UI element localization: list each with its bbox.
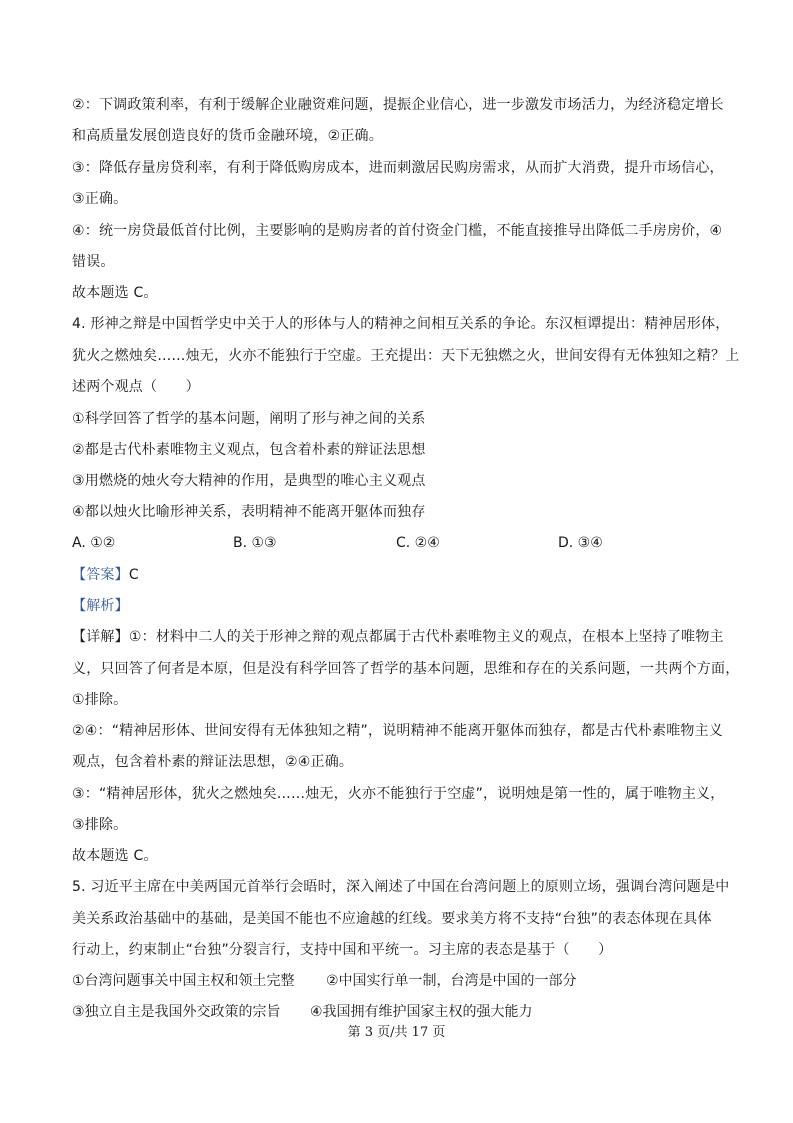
text-line: ②④：“精神居形体、世间安得有无体独知之精”，说明精神不能离开躯体而独存，都是古代朴素唯物主义 [72, 723, 724, 739]
text-line: ①排除。 [72, 692, 128, 708]
q5-statement-4: ④我国拥有维护国家主权的强大能力 [310, 1004, 533, 1020]
text-line: 和高质量发展创造良好的货币金融环境，②正确。 [72, 128, 383, 144]
answer-value: C [128, 567, 139, 583]
option-d: D. ③④ [558, 535, 603, 551]
detail-line [72, 627, 724, 647]
page-footer: 第 3 页/共 17 页 [347, 1025, 446, 1040]
q5-statement-2: ②中国实行单一制，台湾是中国的一部分 [326, 973, 577, 989]
text-line: 义，只回答了何者是本原，但是没有科学回答了哲学的基本问题，思维和存在的关系问题，一共两个方面， [72, 661, 740, 677]
statement-3: ③用燃烧的烛火夸大精神的作用，是典型的唯心主义观点 [72, 473, 426, 489]
option-b: B. ①③ [233, 535, 277, 551]
text-line: ④：统一房贷最低首付比例，主要影响的是购房者的首付资金门槛，不能直接推导出降低二手房房价，④ [72, 223, 723, 239]
text-line: 故本题选 C。 [72, 848, 158, 864]
text-line: 述两个观点（ ） [72, 379, 200, 395]
detail-text: ①：材料中二人的关于形神之辩的观点都属于古代朴素唯物主义的观点，在根本上坚持了唯物主 [128, 629, 724, 645]
q5-statement-3: ③独立自主是我国外交政策的宗旨 [72, 1004, 281, 1020]
text-line: 观点，包含着朴素的辩证法思想，②④正确。 [72, 754, 354, 770]
text-line: ③正确。 [72, 191, 128, 207]
question-4-stem: 4. 形神之辩是中国哲学史中关于人的形体与人的精神之间相互关系的争论。东汉桓谭提出：精神居形体， [72, 316, 730, 332]
statement-4: ④都以烛火比喻形神关系，表明精神不能离开躯体而独存 [72, 504, 426, 520]
text-line: 故本题选 C。 [72, 285, 158, 301]
text-line: ③：降低存量房贷利率，有利于降低购房成本，进而刺激居民购房需求，从而扩大消费，提升市场信心， [72, 160, 724, 176]
text-line: 犹火之燃烛矣……烛无，火亦不能独行于空虚。王充提出：天下无独燃之火，世间安得有无体独知之精？上 [72, 348, 740, 364]
text-line: 错误。 [72, 254, 115, 270]
option-c: C. ②④ [396, 535, 440, 551]
q5-statement-1: ①台湾问题事关中国主权和领土完整 [72, 973, 295, 989]
answer-tag: 【答案】 [72, 567, 129, 583]
statement-1: ①科学回答了哲学的基本问题，阐明了形与神之间的关系 [72, 411, 426, 427]
statement-2: ②都是古代朴素唯物主义观点，包含着朴素的辩证法思想 [72, 442, 426, 458]
text-line: 行动上，约束制止“台独”分裂言行，支持中国和平统一。习主席的表态是基于（ ） [72, 942, 613, 958]
text-line: ②：下调政策利率，有利于缓解企业融资难问题，提振企业信心，进一步激发市场活力，为经济稳定增长 [72, 97, 724, 113]
text-line: ③排除。 [72, 817, 128, 833]
detail-tag: 【详解】 [72, 629, 129, 645]
text-line: 美关系政治基础中的基础，是美国不能也不应逾越的红线。要求美方将不支持“台独”的表态体现在具体 [72, 911, 712, 927]
answer-line [72, 565, 724, 585]
text-line: ③：“精神居形体，犹火之燃烛矣……烛无，火亦不能独行于空虚”，说明烛是第一性的，属于唯物主义， [72, 786, 725, 802]
question-5-stem: 5. 习近平主席在中美两国元首举行会晤时，深入阐述了中国在台湾问题上的原则立场，强调台湾问题是中 [72, 879, 730, 895]
option-a: A. ①② [72, 535, 116, 551]
analysis-tag: 【解析】 [72, 598, 129, 614]
analysis-line [72, 596, 724, 616]
